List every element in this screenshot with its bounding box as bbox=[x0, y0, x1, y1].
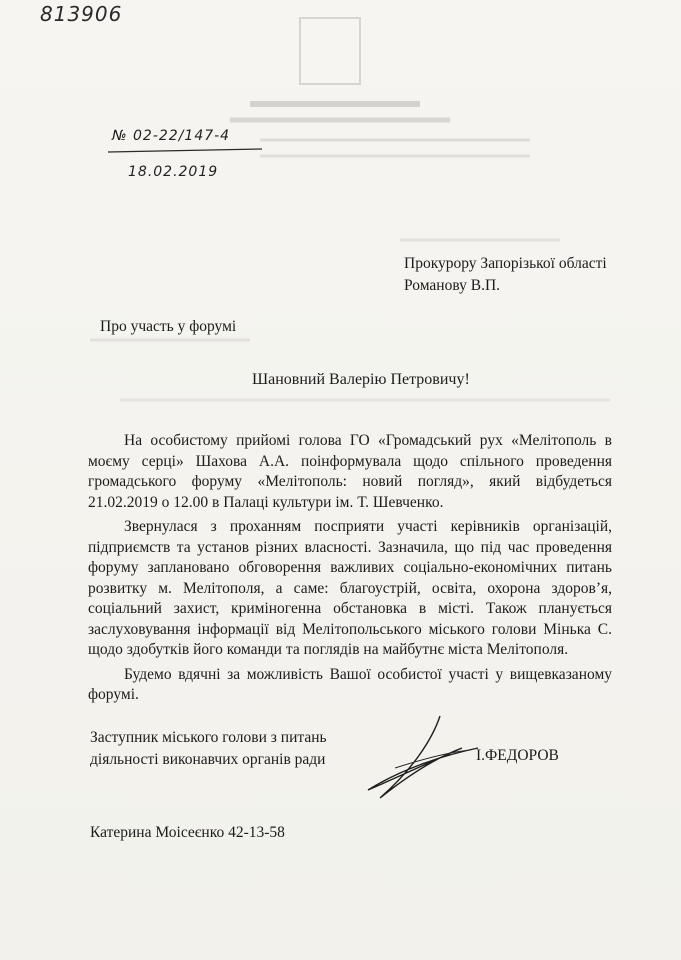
signatory-name: І.ФЕДОРОВ bbox=[476, 747, 559, 764]
outgoing-date: 18.02.2019 bbox=[128, 164, 219, 180]
subject-line: Про участь у форумі bbox=[100, 318, 237, 335]
addressee-line-2: Романову В.П. bbox=[404, 277, 501, 294]
salutation: Шановний Валерію Петровичу! bbox=[252, 371, 470, 388]
registration-number: 813906 bbox=[40, 2, 123, 26]
signatory-position-line-1: Заступник міського голови з питань bbox=[90, 729, 327, 746]
signatory-position-line-2: діяльності виконавчих органів ради bbox=[90, 751, 326, 768]
outgoing-number: № 02-22/147-4 bbox=[112, 128, 231, 144]
body-paragraph: Звернулася з проханням посприяти участі керівників організацій, підприємств та установ різних власності. Зазначила, що під час проведення форуму заплановано обговорення важливих соціально-економічних питань розвитку м. Мелітополя, а саме: благоустрій, освіта, охорона здоров’я, соціальний захист, криміногенна обстановка в місті. Також планується заслуховування інформації від Мелітопольського міського голови Мінька С. щодо здобутків його команди та поглядів на майбутнє міста Мелітополя. bbox=[88, 518, 612, 658]
body-paragraph: Будемо вдячні за можливість Вашої особистої участі у вищевказаному форумі. bbox=[88, 665, 612, 703]
body-paragraph: На особистому прийомі голова ГО «Громадський рух «Мелітополь в моєму серці» Шахова А.А. поінформувала щодо спільного проведення громадського форуму «Мелітополь: новий погляд», який відбудеться 21.02.2019 о 12.00 в Палаці культури ім. Т. Шевченко. bbox=[88, 432, 612, 511]
executor-contact: Катерина Моісеєнко 42-13-58 bbox=[90, 824, 285, 841]
addressee-line-1: Прокурору Запорізької області bbox=[404, 255, 607, 272]
